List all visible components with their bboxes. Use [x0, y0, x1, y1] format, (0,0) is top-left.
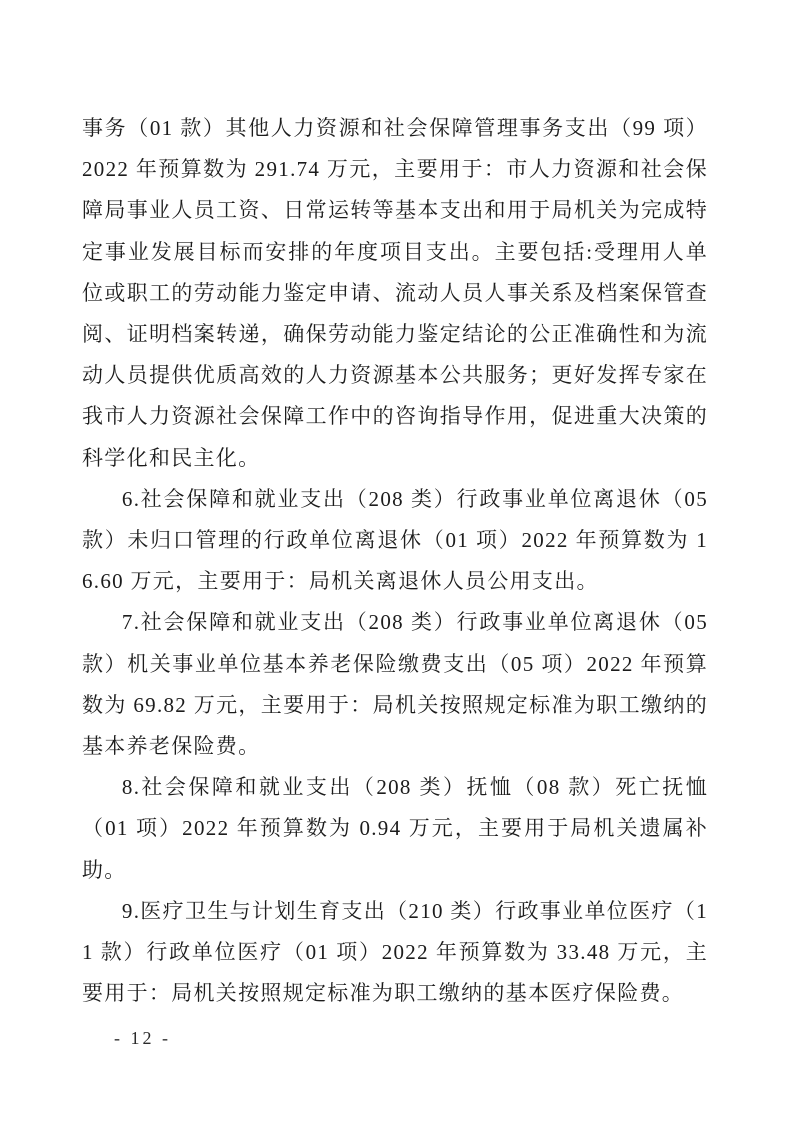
budget-item-8: 8.社会保障和就业支出（208 类）抚恤（08 款）死亡抚恤（01 项）2022 年预算数为 0.94 万元，主要用于局机关遗属补助。 [82, 775, 708, 882]
document-body [82, 108, 708, 1014]
page-number: - 12 - [114, 1028, 171, 1048]
budget-item-6: 6.社会保障和就业支出（208 类）行政事业单位离退休（05 款）未归口管理的行政单位离退休（01 项）2022 年预算数为 16.60 万元，主要用于：局机关离退休人员公用支出。 [82, 486, 708, 594]
budget-item-9: 9.医疗卫生与计划生育支出（210 类）行政事业单位医疗（11 款）行政单位医疗（01 项）2022 年预算数为 33.48 万元，主要用于：局机关按照规定标准为职工缴纳的基本医疗保险费。 [82, 898, 708, 1006]
budget-item-7: 7.社会保障和就业支出（208 类）行政事业单位离退休（05 款）机关事业单位基本养老保险缴费支出（05 项）2022 年预算数为 69.82 万元，主要用于：局机关按照规定标准为职工缴纳的基本养老保险费。 [82, 610, 708, 759]
paragraph-continuation: 事务（01 款）其他人力资源和社会保障管理事务支出（99 项）2022 年预算数为 291.74 万元，主要用于：市人力资源和社会保障局事业人员工资、日常运转等基本支出和用于局机关为完成特定事业发展目标而安排的年度项目支出。主要包括:受理用人单位或职工的劳动能力鉴定申请、流动人员人事关系及档案保管查阅、证明档案转递，确保劳动能力鉴定结论的公正准确性和为流动人员提供优质高效的人力资源基本公共服务；更好发挥专家在我市人力资源社会保障工作中的咨询指导作用，促进重大决策的科学化和民主化。 [82, 116, 708, 470]
